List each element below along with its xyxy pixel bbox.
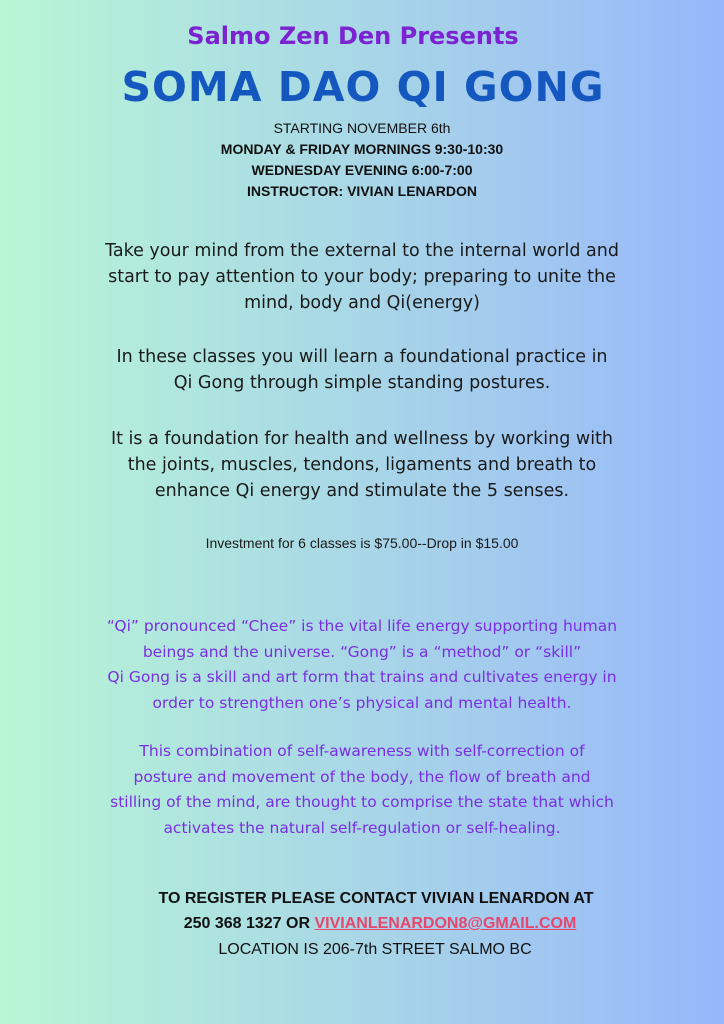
email-link[interactable]: VIVIANLENARDON8@GMAIL.COM	[314, 915, 577, 932]
page-title: SOMA DAO QI GONG	[121, 63, 605, 111]
combination-line: activates the natural self-regulation or self-healing.	[163, 818, 561, 837]
definition-line: beings and the universe. “Gong” is a “method” or “skill”	[142, 642, 582, 661]
combination-paragraph	[0, 739, 724, 841]
definition-line: Qi Gong is a skill and art form that trains and cultivates energy in	[107, 668, 617, 686]
evening-schedule: WEDNESDAY EVENING 6:00-7:00	[251, 162, 473, 178]
intro-line: mind, body and Qi(energy)	[244, 293, 480, 313]
definition-line: “Qi” pronounced “Chee” is the vital life energy supporting human	[106, 617, 618, 635]
morning-schedule: MONDAY & FRIDAY MORNINGS 9:30-10:30	[220, 141, 504, 157]
instructor-line: INSTRUCTOR: VIVIAN LENARDON	[247, 183, 477, 199]
foundation-paragraph	[0, 426, 724, 504]
foundation-line: It is a foundation for health and wellness by working with	[110, 429, 614, 449]
definition-paragraph	[0, 614, 724, 716]
combination-line: This combination of self-awareness with self-correction of	[139, 742, 585, 760]
classes-line: In these classes you will learn a foundational practice in	[116, 347, 608, 367]
classes-line: Qi Gong through simple standing postures.	[173, 373, 551, 393]
start-date: STARTING NOVEMBER 6th	[273, 120, 451, 136]
intro-line: start to pay attention to your body; preparing to unite the	[108, 267, 616, 287]
classes-paragraph	[0, 344, 724, 396]
intro-line: Take your mind from the external to the internal world and	[105, 241, 619, 261]
definition-line: order to strengthen one’s physical and mental health.	[152, 693, 572, 712]
contact-line	[18, 915, 724, 933]
foundation-line: the joints, muscles, tendons, ligaments and breath to	[127, 455, 597, 475]
combination-line: stilling of the mind, are thought to comprise the state that which	[110, 793, 614, 811]
price-line: Investment for 6 classes is $75.00--Drop in $15.00	[205, 535, 519, 551]
presenter-heading: Salmo Zen Den Presents	[187, 22, 519, 50]
phone-number: 250 368 1327 OR	[183, 915, 315, 932]
combination-line: posture and movement of the body, the flow of breath and	[133, 767, 591, 786]
location-line: LOCATION IS 206-7th STREET SALMO BC	[218, 941, 532, 958]
intro-paragraph	[0, 238, 724, 316]
register-heading: TO REGISTER PLEASE CONTACT VIVIAN LENARDON AT	[158, 890, 594, 907]
foundation-line: enhance Qi energy and stimulate the 5 senses.	[154, 481, 570, 501]
